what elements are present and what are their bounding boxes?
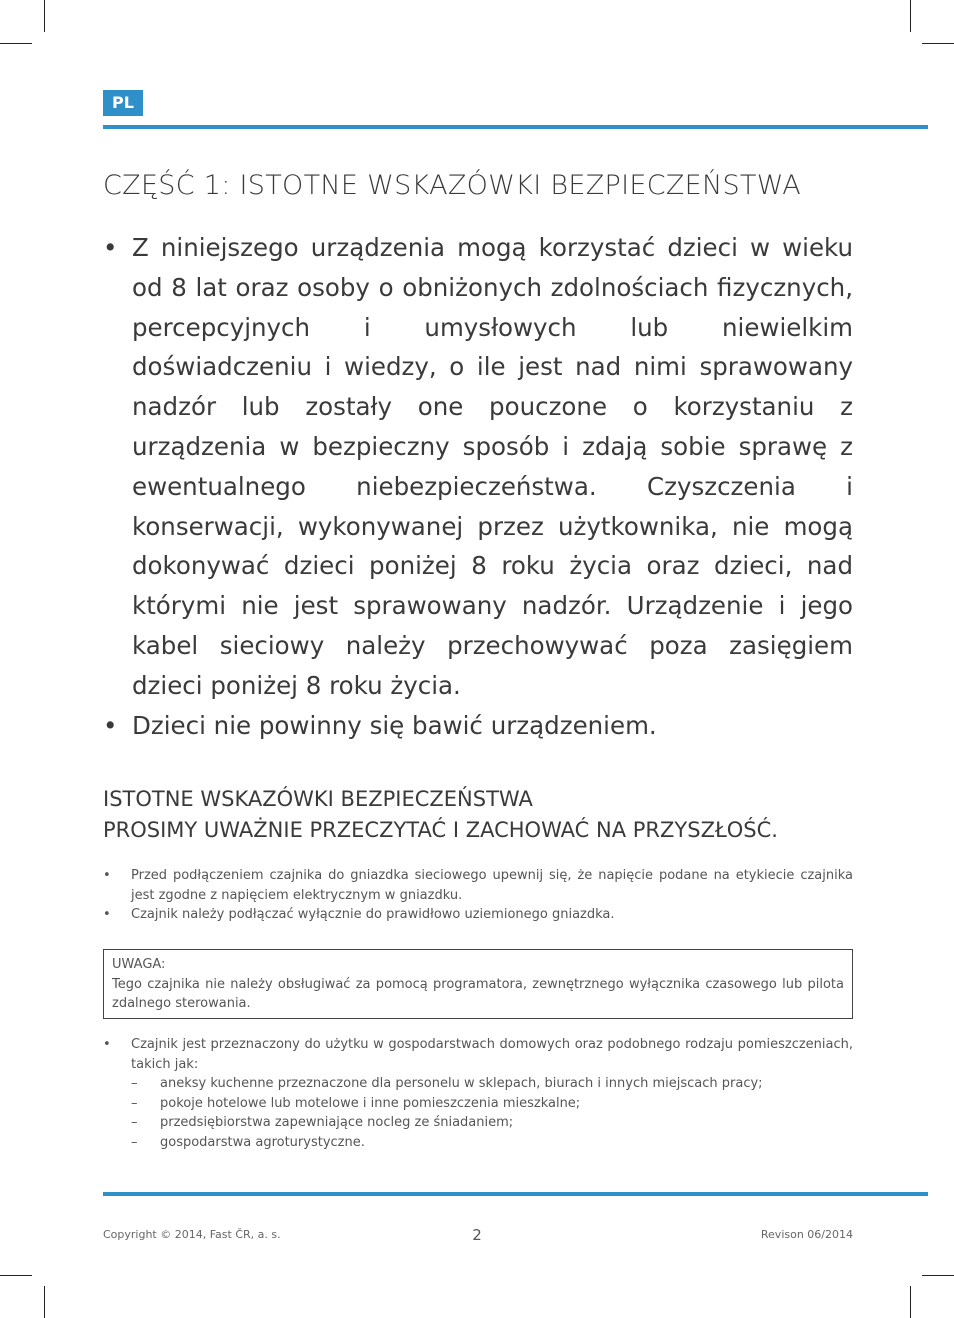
safety-bullet-list bbox=[103, 228, 853, 745]
safety-heading bbox=[103, 784, 863, 846]
usage-list bbox=[103, 1035, 853, 1152]
crop-mark bbox=[44, 0, 45, 32]
list-item: • Dzieci nie powinny się bawić urządzeniem. bbox=[103, 706, 853, 746]
crop-mark bbox=[0, 1275, 32, 1276]
safety-heading-line2: PROSIMY UWAŻNIE PRZECZYTAĆ I ZACHOWAĆ NA PRZYSZŁOŚĆ. bbox=[103, 818, 778, 842]
warning-title: UWAGA: bbox=[112, 957, 166, 972]
crop-mark bbox=[44, 1286, 45, 1318]
crop-mark bbox=[910, 1286, 911, 1318]
safety-heading-line1: ISTOTNE WSKAZÓWKI BEZPIECZEŃSTWA bbox=[103, 787, 533, 811]
language-badge: PL bbox=[103, 90, 143, 116]
list-item: • Czajnik należy podłączać wyłącznie do prawidłowo uziemionego gniazdka. bbox=[103, 905, 853, 925]
sub-list-item: – przedsiębiorstwa zapewniające nocleg ze śniadaniem; bbox=[131, 1113, 853, 1133]
page-number: 2 bbox=[472, 1226, 482, 1244]
sub-list-item: – aneksy kuchenne przeznaczone dla personelu w sklepach, biurach i innych miejscach pracy; bbox=[131, 1074, 853, 1094]
instruction-list bbox=[103, 866, 853, 925]
list-item bbox=[103, 1035, 853, 1152]
crop-mark bbox=[922, 43, 954, 44]
list-item: • Z niniejszego urządzenia mogą korzystać dzieci w wieku od 8 lat oraz osoby o obniżonych zdolnościach fizycznych, percepcyjnych i umysłowych lub niewielkim doświadczeniu i wiedzy, o ile jest nad nimi sprawowany nadzór lub zostały one pouczone o korzystaniu z urządzenia w bezpieczny sposób i zdają sobie sprawę z ewentualnego niebezpieczeństwa. Czyszczenia i konserwacji, wykonywanej przez użytkownika, nie mogą dokonywać dzieci poniżej 8 roku życia oraz dzieci, nad którymi nie jest sprawowany nadzór. Urządzenie i jego kabel sieciowy należy przechowywać poza zasięgiem dzieci poniżej 8 roku życia. bbox=[103, 228, 853, 706]
section-title: CZĘŚĆ 1: ISTOTNE WSKAZÓWKI BEZPIECZEŃSTWA bbox=[103, 170, 802, 201]
list-item: • Przed podłączeniem czajnika do gniazdka sieciowego upewnij się, że napięcie podane na etykiecie czajnika jest zgodne z napięciem elektrycznym w gniazdku. bbox=[103, 866, 853, 905]
crop-mark bbox=[910, 0, 911, 32]
sub-list-item: – pokoje hotelowe lub motelowe i inne pomieszczenia mieszkalne; bbox=[131, 1094, 853, 1114]
usage-sub-list bbox=[131, 1074, 853, 1152]
usage-intro: Czajnik jest przeznaczony do użytku w gospodarstwach domowych oraz podobnego rodzaju pomieszczeniach, takich jak: bbox=[131, 1037, 853, 1072]
warning-text: Tego czajnika nie należy obsługiwać za pomocą programatora, zewnętrznego wyłącznika czasowego lub pilota zdalnego sterowania. bbox=[112, 976, 844, 1011]
header-rule bbox=[103, 125, 928, 129]
revision-text: Revison 06/2014 bbox=[760, 1228, 853, 1241]
warning-box bbox=[103, 949, 853, 1019]
crop-mark bbox=[922, 1275, 954, 1276]
copyright-text: Copyright © 2014, Fast ČR, a. s. bbox=[103, 1228, 281, 1241]
crop-mark bbox=[0, 43, 32, 44]
sub-list-item: – gospodarstwa agroturystyczne. bbox=[131, 1133, 853, 1153]
footer-rule bbox=[103, 1192, 928, 1196]
